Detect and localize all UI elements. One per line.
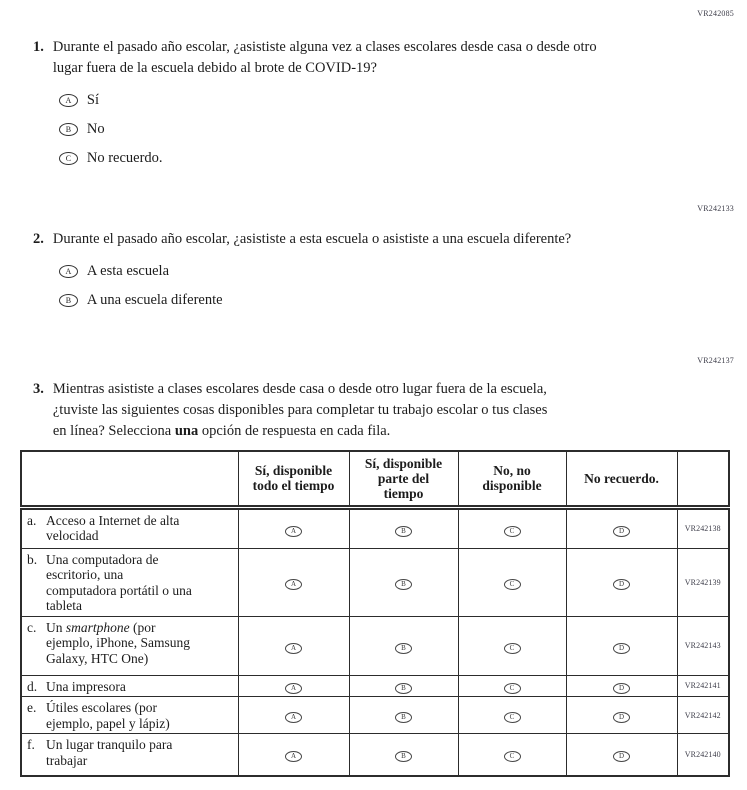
question-text-line: Durante el pasado año escolar, ¿asististe alguna vez a clases escolares desde casa o desde otro — [52, 39, 597, 55]
cell-option-c — [458, 507, 566, 548]
table-row-a — [21, 507, 729, 548]
answer-bubble-c[interactable]: C — [504, 751, 521, 762]
cell-option-c — [458, 675, 566, 697]
question-text — [53, 229, 571, 323]
answer-bubble-a[interactable]: A — [285, 526, 302, 537]
answer-options — [53, 265, 571, 307]
row-label: b. Una computadora de escritorio, una computadora portátil o una tableta — [21, 548, 238, 616]
header-blank — [21, 451, 238, 507]
answer-bubble-d[interactable]: D — [613, 751, 630, 762]
column-header-si-todo: Sí, disponible todo el tiempo — [238, 451, 349, 507]
vr-code-q2: VR242133 — [697, 204, 734, 213]
cell-option-d — [566, 616, 677, 675]
cell-option-a — [238, 616, 349, 675]
answer-bubble-a[interactable]: A — [59, 265, 78, 278]
column-header-si-parte: Sí, disponible parte del tiempo — [349, 451, 458, 507]
answer-bubble-c[interactable]: C — [504, 579, 521, 590]
answer-bubble-c[interactable]: C — [504, 643, 521, 654]
answer-bubble-b[interactable]: B — [59, 123, 78, 136]
table-row-e — [21, 697, 729, 734]
question-number: 3. — [33, 381, 44, 397]
row-vr-code: VR242140 — [677, 734, 729, 776]
column-header-no-disponible: No, no disponible — [458, 451, 566, 507]
row-vr-code: VR242141 — [677, 675, 729, 697]
answer-bubble-b[interactable]: B — [395, 683, 412, 694]
table-row-f — [21, 734, 729, 776]
question-text — [53, 37, 597, 181]
answer-bubble-b[interactable]: B — [395, 712, 412, 723]
row-vr-code: VR242139 — [677, 548, 729, 616]
cell-option-c — [458, 734, 566, 776]
cell-option-b — [349, 616, 458, 675]
table-row-c — [21, 616, 729, 675]
cell-option-b — [349, 734, 458, 776]
answer-bubble-a[interactable]: A — [285, 643, 302, 654]
row-label: e. Útiles escolares (por ejemplo, papel y lápiz) — [21, 697, 238, 734]
answer-bubble-b[interactable]: B — [395, 643, 412, 654]
question-text-line: Durante el pasado año escolar, ¿asististe a esta escuela o asististe a una escuela diferente? — [52, 231, 572, 247]
cell-option-b — [349, 675, 458, 697]
row-label: c. Un smartphone (por ejemplo, iPhone, Samsung Galaxy, HTC One) — [21, 616, 238, 675]
row-vr-code: VR242142 — [677, 697, 729, 734]
cell-option-d — [566, 675, 677, 697]
cell-option-d — [566, 507, 677, 548]
header-row — [21, 451, 729, 507]
option-label: No recuerdo. — [86, 150, 163, 166]
question-2 — [33, 229, 571, 323]
table-row-b — [21, 548, 729, 616]
answer-bubble-b[interactable]: B — [395, 579, 412, 590]
cell-option-a — [238, 734, 349, 776]
answer-bubble-d[interactable]: D — [613, 683, 630, 694]
column-header-no-recuerdo: No recuerdo. — [566, 451, 677, 507]
question-text — [53, 379, 547, 442]
row-label: a. Acceso a Internet de alta velocidad — [21, 507, 238, 548]
cell-option-a — [238, 507, 349, 548]
option-label: A una escuela diferente — [86, 292, 223, 308]
cell-option-a — [238, 548, 349, 616]
answer-option — [59, 265, 571, 278]
answer-option — [59, 94, 597, 107]
answer-bubble-d[interactable]: D — [613, 643, 630, 654]
option-label: No — [86, 121, 105, 137]
answer-option — [59, 152, 597, 165]
option-label: A esta escuela — [86, 263, 170, 279]
row-vr-code: VR242138 — [677, 507, 729, 548]
answer-bubble-b[interactable]: B — [59, 294, 78, 307]
answer-bubble-b[interactable]: B — [395, 751, 412, 762]
answer-bubble-a[interactable]: A — [285, 683, 302, 694]
table-row-d — [21, 675, 729, 697]
option-label: Sí — [86, 92, 99, 108]
answer-option — [59, 294, 571, 307]
question-1 — [33, 37, 597, 181]
answer-bubble-b[interactable]: B — [395, 526, 412, 537]
row-label: d. Una impresora — [21, 675, 238, 697]
row-label: f. Un lugar tranquilo para trabajar — [21, 734, 238, 776]
question-text-line: Mientras asististe a clases escolares desde casa o desde otro lugar fuera de la escuela, — [52, 381, 547, 397]
answer-bubble-c[interactable]: C — [504, 712, 521, 723]
header-blank-code — [677, 451, 729, 507]
answer-bubble-a[interactable]: A — [285, 751, 302, 762]
cell-option-a — [238, 675, 349, 697]
cell-option-b — [349, 697, 458, 734]
bold-word: una — [174, 423, 199, 439]
cell-option-d — [566, 734, 677, 776]
vr-code-q3: VR242137 — [697, 356, 734, 365]
answer-bubble-a[interactable]: A — [285, 712, 302, 723]
cell-option-c — [458, 548, 566, 616]
response-matrix-table — [20, 450, 730, 777]
question-number: 1. — [33, 39, 44, 55]
question-text-line: lugar fuera de la escuela debido al brote de COVID-19? — [52, 60, 377, 76]
cell-option-b — [349, 507, 458, 548]
answer-bubble-a[interactable]: A — [285, 579, 302, 590]
question-3 — [33, 379, 547, 442]
answer-option — [59, 123, 597, 136]
cell-option-c — [458, 697, 566, 734]
row-vr-code: VR242143 — [677, 616, 729, 675]
answer-bubble-d[interactable]: D — [613, 579, 630, 590]
cell-option-d — [566, 697, 677, 734]
answer-bubble-c[interactable]: C — [504, 683, 521, 694]
question-text-line: en línea? Selecciona una opción de respuesta en cada fila. — [52, 423, 391, 439]
question-text-line: ¿tuviste las siguientes cosas disponibles para completar tu trabajo escolar o tus clases — [52, 402, 548, 418]
answer-bubble-c[interactable]: C — [504, 526, 521, 537]
cell-option-d — [566, 548, 677, 616]
answer-bubble-d[interactable]: D — [613, 712, 630, 723]
answer-options — [53, 94, 597, 165]
cell-option-b — [349, 548, 458, 616]
vr-code-q1: VR242085 — [697, 9, 734, 18]
question-number: 2. — [33, 231, 44, 247]
answer-bubble-d[interactable]: D — [613, 526, 630, 537]
answer-bubble-a[interactable]: A — [59, 94, 78, 107]
answer-bubble-c[interactable]: C — [59, 152, 78, 165]
cell-option-c — [458, 616, 566, 675]
cell-option-a — [238, 697, 349, 734]
